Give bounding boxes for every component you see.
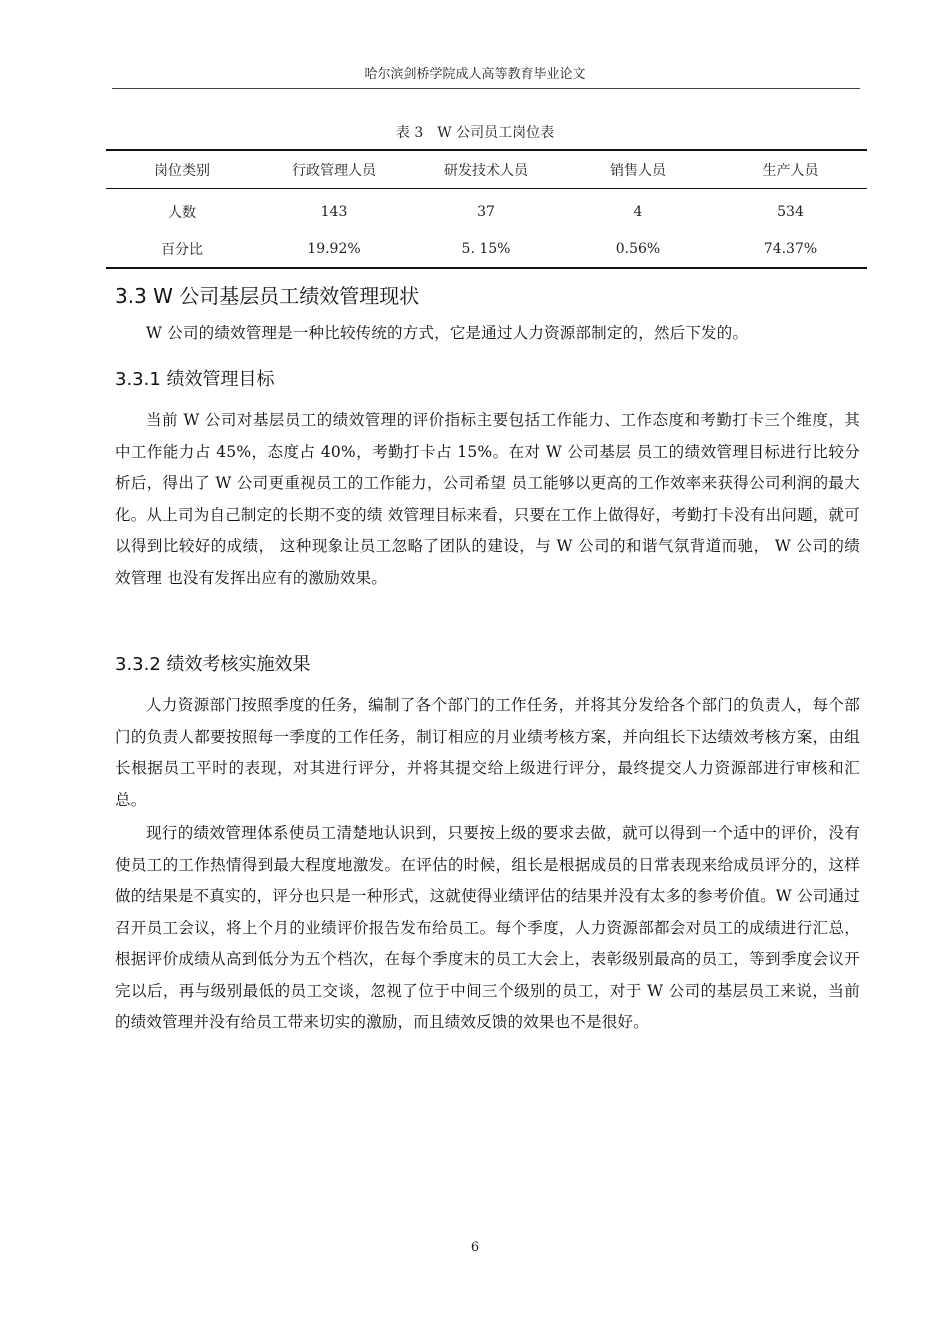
effects-paragraph-1: 人力资源部门按照季度的任务，编制了各个部门的工作任务，并将其分发给各个部门的负责人，每个部门的负责人都要按照每一季度的工作任务，制订相应的月业绩考核方案，并向组长下达绩效考核方案，由组长根据员工平时的表现，对其进行评分，并将其提交给上级进行评分，最终提交人力资源部进行审核和汇总。 [115, 696, 860, 809]
table-row [106, 189, 867, 231]
table-header-cell: 销售人员 [610, 162, 666, 179]
table-cell: 143 [320, 203, 348, 220]
table-header-cell: 行政管理人员 [292, 162, 376, 179]
table-cell: 0.56% [615, 240, 661, 257]
subsection-heading-effects: 3.3.2 绩效考核实施效果 [115, 654, 311, 675]
page-number: 6 [470, 1240, 480, 1255]
table-cell: 19.92% [307, 240, 361, 257]
table-cell: 人数 [168, 204, 196, 221]
subsection-heading-goals: 3.3.1 绩效管理目标 [115, 369, 275, 390]
table-caption: 表 3 W 公司员工岗位表 [395, 125, 555, 141]
table-row [106, 230, 867, 268]
effects-paragraph-2: 现行的绩效管理体系使员工清楚地认识到，只要按上级的要求去做，就可以得到一个适中的评价，没有使员工的工作热情得到最大程度地激发。在评估的时候，组长是根据成员的日常表现来给成员评分的，这样做的结果是不真实的，评分也只是一种形式，这就使得业绩评估的结果并没有太多的参考价值。W 公司通过召开员工会议，将上个月的业绩评价报告发布给员工。每个季度，人力资源部都会对员工的成绩进行汇总，根据评价成绩从高到低分为五个档次，在每个季度末的员工大会上，表彰级别最高的员工，等到季度会议开完以后，再与级别最低的员工交谈，忽视了位于中间三个级别的员工，对于 W 公司的基层员工来说，当前的绩效管理并没有给员工带来切实的激励，而且绩效反馈的效果也不是很好。 [115, 824, 860, 1031]
table-cell: 534 [777, 203, 804, 220]
goals-paragraph: 当前 W 公司对基层员工的绩效管理的评价指标主要包括工作能力、工作态度和考勤打卡三个维度，其中工作能力占 45%，态度占 40%，考勤打卡占 15%。在对 W 公司基层 员工的绩效管理目标进行比较分析后，得出了 W 公司更重视员工的工作能力，公司希望 员工能够以更高的工作效率来获得公司利润的最大化。从上司为自己制定的长期不变的绩 效管理目标来看，只要在工作上做得好，考勤打卡没有出问题，就可以得到比较好的成绩， 这种现象让员工忽略了团队的建设，与 W 公司的和谐气氛背道而驰， W 公司的绩效管理 也没有发挥出应有的激励效果。 [115, 411, 860, 587]
table-header-cell: 研发技术人员 [444, 162, 528, 179]
header-divider [112, 88, 860, 89]
table-header-cell: 岗位类别 [154, 162, 210, 179]
table-header-row [106, 150, 867, 189]
table-cell: 4 [633, 203, 643, 220]
section-intro-paragraph: W 公司的绩效管理是一种比较传统的方式，它是通过人力资源部制定的，然后下发的。 [146, 324, 749, 342]
table-cell: 百分比 [161, 241, 203, 258]
table-cell: 37 [477, 203, 495, 220]
table-cell: 74.37% [763, 240, 818, 257]
table-cell: 5. 15% [461, 240, 511, 257]
position-table [106, 149, 867, 269]
table-header-cell: 生产人员 [762, 162, 819, 179]
page-header: 哈尔滨剑桥学院成人高等教育毕业论文 [364, 67, 586, 82]
section-heading: 3.3 W 公司基层员工绩效管理现状 [115, 284, 420, 308]
